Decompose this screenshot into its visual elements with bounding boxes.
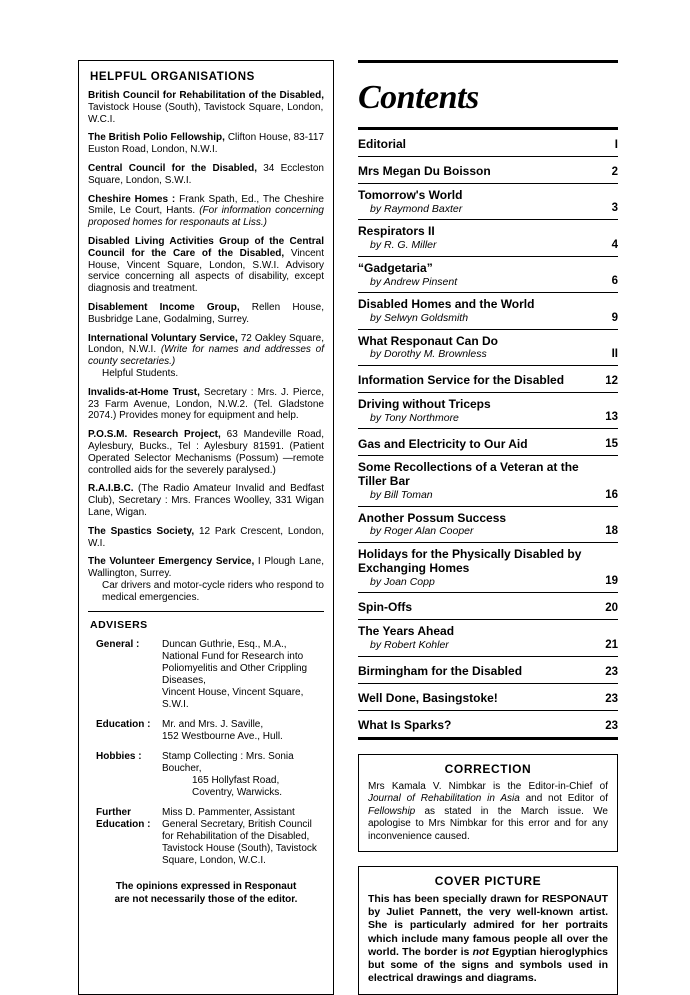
organisation-name: The Volunteer Emergency Service,	[88, 556, 255, 568]
toc-entry-title: Driving without Triceps	[358, 396, 491, 411]
organisation-detail: (The Radio Amateur Invalid and Bedfast Club), Secretary : Mrs. Frances Woolley, 331 Wigan Lane, Wigan.	[88, 483, 324, 518]
toc-entry-page: 3	[611, 202, 618, 215]
toc-entry-title: Gas and Electricity to Our Aid	[358, 436, 528, 451]
section-heading-helpful-organisations: HELPFUL ORGANISATIONS	[90, 71, 255, 83]
organisation-detail: 34 Eccleston Square, London, S.W.I.	[88, 162, 324, 186]
correction-title: CORRECTION	[444, 761, 532, 776]
organisation-entry	[88, 163, 324, 187]
toc-entry-text	[358, 438, 596, 452]
adviser-line: National Fund for Research into	[162, 651, 304, 663]
cover-picture-box	[358, 866, 618, 995]
editor-disclaimer	[88, 881, 324, 906]
cover-text-2: Egyptian hieroglyphics but some of the signs and symbols used in electrical drawings and diagrams.	[368, 945, 608, 985]
cover-picture-body	[368, 893, 608, 986]
organisation-entry	[88, 387, 324, 422]
adviser-entry	[88, 807, 324, 867]
toc-entry-page: 4	[611, 238, 618, 251]
organisation-entry	[88, 526, 324, 550]
disclaimer-line-1: The opinions expressed in Responaut	[115, 881, 297, 893]
toc-entry-text	[358, 461, 596, 501]
adviser-line: Mr. and Mrs. J. Saville,	[162, 719, 264, 731]
toc-entry-text	[358, 665, 596, 679]
adviser-line: Tavistock House (South), Tavistock	[162, 843, 317, 855]
correction-body	[368, 781, 608, 844]
adviser-details	[162, 639, 324, 711]
organisation-extra: Helpful Students.	[102, 367, 179, 379]
organisation-detail: 12 Park Crescent, London, W.I.	[88, 525, 324, 549]
organisation-entry	[88, 132, 324, 156]
toc-entry-page: 19	[605, 575, 618, 588]
organisation-extra: Car drivers and motor-cycle riders who respond to medical emergencies.	[102, 579, 324, 603]
toc-entry-text	[358, 225, 596, 251]
toc-entry-text	[358, 625, 596, 651]
toc-entry-title: Holidays for the Physically Disabled by Exchanging Homes	[358, 546, 582, 575]
divider-bottom	[358, 737, 618, 740]
toc-entry-title: Birmingham for the Disabled	[358, 663, 523, 678]
organisation-detail: 72 Oakley Square, London, N.W.I.	[88, 332, 324, 356]
toc-entry-page: 9	[611, 311, 618, 324]
toc-entry[interactable]	[358, 657, 618, 683]
toc-entry-title: Respirators II	[358, 224, 435, 239]
helpful-organisations-panel	[78, 60, 334, 995]
adviser-line: for Rehabilitation of the Disabled,	[162, 831, 310, 843]
organisation-entry	[88, 236, 324, 295]
correction-text-3: as stated in the March issue. We apologise to Mrs Nimbkar for this error and for any inconvenience caused.	[368, 805, 608, 842]
toc-entry-author: by Roger Alan Cooper	[370, 525, 474, 538]
adviser-entry	[88, 639, 324, 711]
toc-entry-title: What Is Sparks?	[358, 717, 452, 732]
toc-entry-author: by Selwyn Goldsmith	[370, 311, 469, 324]
organisation-entry	[88, 429, 324, 476]
toc-entry-page: 20	[605, 602, 618, 615]
toc-entry[interactable]	[358, 130, 618, 156]
toc-entry-page: 21	[605, 638, 618, 651]
toc-entry[interactable]	[358, 711, 618, 737]
page-title: Contents	[358, 79, 479, 116]
adviser-line: Miss D. Pammenter, Assistant	[162, 807, 295, 819]
toc-entry-author: by Dorothy M. Brownless	[370, 348, 487, 361]
toc-entry-title: Tomorrow's World	[358, 188, 463, 202]
toc-entry-title: Editorial	[358, 137, 407, 152]
toc-entry-title: Another Possum Success	[358, 510, 507, 525]
toc-entry-author: by Bill Toman	[370, 488, 433, 501]
toc-entry-text	[358, 601, 596, 615]
organisation-entry	[88, 333, 324, 380]
toc-entry-page: 23	[605, 719, 618, 732]
adviser-details	[162, 751, 324, 799]
organisation-detail: Vincent House, Vincent Square, London, S.W.I. Advisory service concerning all aspects of disability, except diagnosis and treatment.	[88, 247, 324, 295]
organisation-detail: Rellen House, Busbridge Lane, Godalming, Surrey.	[88, 301, 324, 325]
organisation-detail: Secretary : Mrs. J. Pierce, 23 Farm Avenue, London, N.W.2. (Tel. Gladstone 2074.) Provides money for equipment and help.	[88, 386, 325, 422]
disclaimer-line-2: are not necessarily those of the editor.	[114, 893, 298, 905]
toc-entry-title: Mrs Megan Du Boisson	[358, 164, 491, 179]
divider	[88, 611, 324, 612]
toc-entry-author: by Joan Copp	[370, 575, 435, 588]
organisation-name: R.A.I.B.C.	[88, 483, 134, 495]
correction-text-2: and not Editor of	[519, 793, 608, 804]
organisation-entry	[88, 483, 324, 518]
toc-entry-text	[358, 374, 596, 388]
toc-entry-page: 18	[605, 524, 618, 537]
adviser-line: Stamp Collecting : Mrs. Sonia Boucher,	[162, 751, 294, 775]
organisation-entry	[88, 194, 324, 229]
toc-entry-author: by Tony Northmore	[370, 411, 459, 424]
toc-entry[interactable]	[358, 684, 618, 710]
cover-emphasis: not	[472, 945, 489, 958]
organisation-detail: 63 Mandeville Road, Aylesbury, Bucks., Tel : Aylesbury 81591. (Patient Operated Selector Mechanisms (Possum) —remote controlled aids for the severely paralysed.)	[88, 429, 324, 476]
toc-entry-text	[358, 298, 596, 324]
toc-entry[interactable]	[358, 184, 618, 219]
organisation-name: Disablement Income Group,	[88, 301, 240, 313]
toc-entry-page: 12	[605, 374, 618, 387]
organisation-name: Central Council for the Disabled,	[88, 162, 257, 174]
toc-entry-title: “Gadgetaria”	[358, 260, 433, 275]
toc-entry[interactable]	[358, 620, 618, 655]
adviser-line: Poliomyelitis and Other Crippling	[162, 663, 308, 675]
toc-entry-page: II	[611, 347, 618, 360]
toc-entry-title: Disabled Homes and the World	[358, 297, 535, 312]
toc-entry-page: 6	[611, 275, 618, 288]
organisation-entry	[88, 90, 324, 125]
toc-entry[interactable]	[358, 293, 618, 328]
toc-entry-text	[358, 335, 596, 361]
organisation-detail: Tavistock House (South), Tavistock Square, London, W.C.I.	[88, 101, 324, 125]
toc-entry-text	[358, 692, 596, 706]
adviser-line: General Secretary, British Council	[162, 819, 312, 831]
toc-entry-author: by Raymond Baxter	[370, 202, 463, 215]
toc-entry-author: by R. G. Miller	[370, 239, 437, 252]
organisation-detail: Frank Spath, Ed., The Cheshire Smile, Le Court, Hants.	[88, 193, 324, 217]
correction-publication-name: Fellowship	[368, 805, 416, 817]
adviser-line: Vincent House, Vincent Square, S.W.I.	[162, 687, 304, 711]
toc-entry-title: Information Service for the Disabled	[358, 373, 565, 388]
cover-picture-title: COVER PICTURE	[434, 874, 542, 888]
adviser-details	[162, 807, 324, 867]
toc-entry-text	[358, 548, 596, 588]
toc-entry[interactable]	[358, 330, 618, 365]
toc-entry-page: 15	[605, 438, 618, 451]
toc-entry-title: Well Done, Basingstoke!	[358, 690, 498, 705]
toc-entry-text	[358, 262, 596, 288]
toc-entry-page: 23	[605, 692, 618, 705]
toc-entry[interactable]	[358, 507, 618, 542]
toc-entry-text	[358, 512, 596, 538]
toc-entry-page: I	[614, 139, 618, 151]
toc-entry-text	[358, 398, 596, 424]
organisation-name: The Spastics Society,	[88, 525, 195, 537]
adviser-label: Further Education :	[96, 807, 151, 831]
toc-entry-page: 16	[605, 488, 618, 501]
toc-entry-author: by Robert Kohler	[370, 638, 449, 651]
organisation-note: (Write for names and addresses of county secretaries.)	[88, 344, 324, 368]
toc-entry[interactable]	[358, 593, 618, 619]
correction-box	[358, 754, 618, 853]
adviser-line: 165 Hollyfast Road,	[192, 775, 280, 787]
correction-text-1: Mrs Kamala V. Nimbkar is the Editor-in-Chief of	[368, 780, 608, 792]
adviser-entry	[88, 719, 324, 743]
divider-top	[358, 60, 618, 63]
organisation-detail: I Plough Lane, Wallington, Surrey.	[88, 556, 324, 580]
toc-entry-page: 23	[605, 665, 618, 678]
toc-entry[interactable]	[358, 393, 618, 428]
adviser-line: Coventry, Warwicks.	[192, 787, 283, 799]
adviser-label: Hobbies :	[96, 751, 142, 763]
organisation-name: P.O.S.M. Research Project,	[88, 429, 221, 441]
toc-entry-title: Spin-Offs	[358, 600, 412, 615]
toc-entry[interactable]	[358, 366, 618, 392]
organisation-name: The British Polio Fellowship,	[88, 132, 225, 144]
two-column-layout	[78, 60, 618, 995]
organisation-name: Invalids-at-Home Trust,	[88, 386, 200, 398]
organisation-name: Cheshire Homes :	[88, 193, 176, 205]
toc-entry-text	[358, 165, 596, 179]
contents-panel	[358, 60, 618, 995]
organisation-note: (For information concerning proposed homes for responauts at Liss.)	[88, 205, 324, 229]
toc-entry[interactable]	[358, 157, 618, 183]
toc-entry-title: Some Recollections of a Veteran at the Tiller Bar	[358, 460, 579, 489]
toc-entry[interactable]	[358, 220, 618, 255]
organisation-name: British Council for Rehabilitation of the Disabled,	[88, 90, 324, 101]
section-heading-advisers: ADVISERS	[90, 619, 148, 632]
toc-entry[interactable]	[358, 257, 618, 292]
toc-entry[interactable]	[358, 456, 618, 505]
organisation-detail: Clifton House, 83-117 Euston Road, London, N.W.I.	[88, 132, 324, 156]
adviser-label: Education :	[96, 719, 151, 731]
toc-entry-title: The Years Ahead	[358, 624, 455, 639]
toc-entry-text	[358, 138, 596, 152]
adviser-line: 152 Westbourne Ave., Hull.	[162, 731, 283, 743]
correction-journal-name: Journal of Rehabilitation in Asia	[368, 793, 520, 804]
toc-entry[interactable]	[358, 543, 618, 592]
organisation-entry	[88, 556, 324, 603]
toc-entry-author: by Andrew Pinsent	[370, 275, 458, 288]
organisation-name: Disabled Living Activities Group of the Central Council for the Care of the Disabled,	[88, 235, 324, 259]
cover-text-1: This has been specially drawn for RESPONAUT by Juliet Pannett, the very well-known artist. She is particularly admired for her portraits which include many famous people all over the world. The border is	[368, 893, 608, 958]
toc-entry[interactable]	[358, 429, 618, 455]
toc-entry-text	[358, 189, 596, 215]
toc-entry-page: 13	[605, 411, 618, 424]
organisation-entry	[88, 302, 324, 326]
toc-entry-page: 2	[611, 166, 618, 178]
adviser-line: Duncan Guthrie, Esq., M.A.,	[162, 639, 287, 651]
toc-entry-title: What Responaut Can Do	[358, 333, 498, 348]
adviser-line: Square, London, W.C.I.	[162, 855, 266, 867]
adviser-label: General :	[96, 639, 140, 651]
adviser-line: Diseases,	[162, 675, 206, 687]
organisation-name: International Voluntary Service,	[88, 332, 238, 344]
toc-entry-text	[358, 719, 596, 733]
adviser-entry	[88, 751, 324, 799]
adviser-details	[162, 719, 324, 743]
